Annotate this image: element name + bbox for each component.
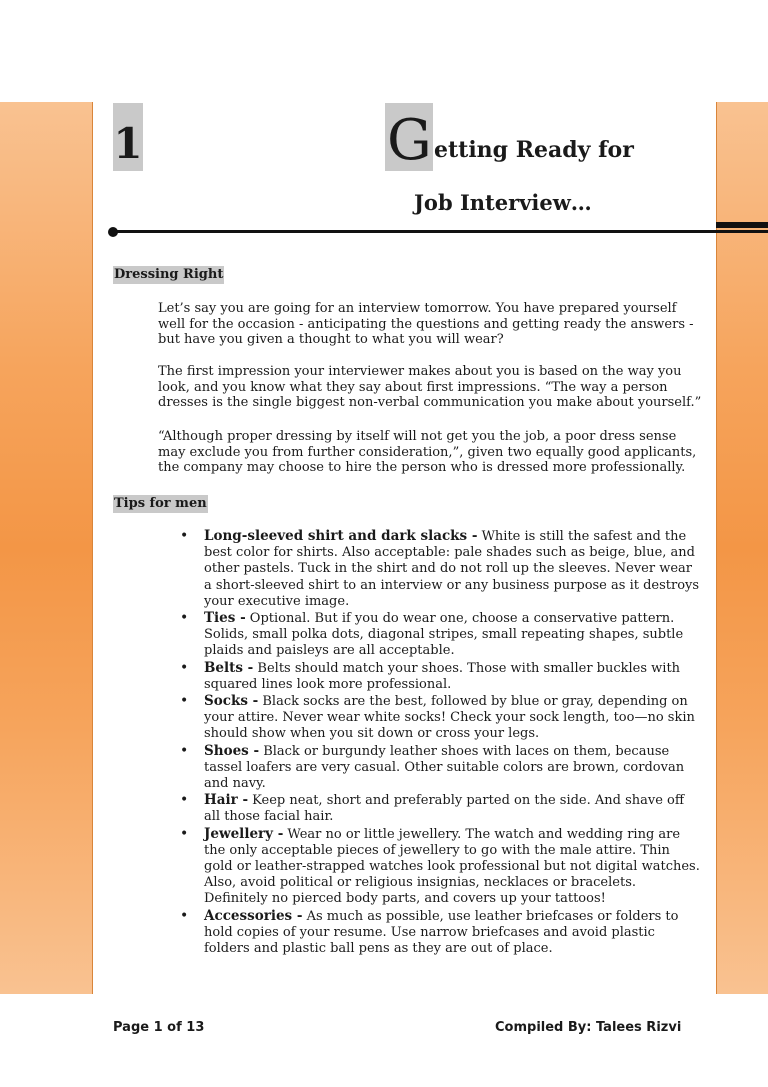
paragraph-1: Let’s say you are going for an interview tomorrow. You have prepared yourself well for the occasion - anticipating the questions and getting ready the answers - but have you given a thought to what you will wear? xyxy=(158,301,694,348)
tip-term: Belts - xyxy=(204,659,254,676)
tip-term: Socks - xyxy=(204,693,259,710)
footer-compiled-by: Compiled By: Talees Rizvi xyxy=(495,1020,682,1035)
tips-list xyxy=(180,528,702,957)
tip-term: Jewellery - xyxy=(204,825,284,842)
title-initial: G xyxy=(387,108,432,173)
tip-text: As much as possible, use leather briefcases or folders to hold copies of your resume. Use narrow briefcases and avoid plastic folders and plastic ball pens as they are out of place. xyxy=(204,908,679,957)
list-item xyxy=(180,528,702,610)
tip-text: Optional. But if you do wear one, choose a conservative pattern. Solids, small polka dots, diagonal stripes, small repeating shapes, subtle plaids and paisleys are all acceptable. xyxy=(204,611,684,659)
list-item xyxy=(180,660,702,693)
list-item xyxy=(180,792,702,825)
tip-term: Long-sleeved shirt and dark slacks - xyxy=(204,528,478,544)
chapter-number: 1 xyxy=(113,103,143,171)
title-subtext: Job Interview… xyxy=(414,190,592,215)
title-initial-box xyxy=(385,103,433,171)
list-item xyxy=(180,610,702,660)
list-item xyxy=(180,826,702,908)
list-item xyxy=(180,743,702,793)
section-heading-dressing: Dressing Right xyxy=(114,267,224,282)
tip-text: Keep neat, short and preferably parted on the side. And shave off all those facial hair. xyxy=(204,793,685,825)
title-text: etting Ready for xyxy=(434,137,634,163)
list-item xyxy=(180,693,702,743)
tip-term: Hair - xyxy=(204,792,249,809)
header-rule-right xyxy=(716,222,768,228)
paragraph-2: The first impression your interviewer makes about you is based on the way you look, and you know what they say about first impressions. “The way a person dresses is the single biggest non-verbal communication you make about yourself.” xyxy=(158,364,702,411)
paragraph-3: “Although proper dressing by itself will not get you the job, a poor dress sense may exclude you from further consideration,”, given two equally good applicants, the company may choose to hire the person who is dressed more professionally. xyxy=(158,429,697,476)
tip-term: Ties - xyxy=(204,610,246,627)
left-orange-band xyxy=(0,102,93,994)
tip-term: Accessories - xyxy=(204,907,303,924)
tip-text: Black or burgundy leather shoes with laces on them, because tassel loafers are very casual. Other suitable colors are brown, cordovan and navy. xyxy=(204,743,685,792)
header-rule-dot xyxy=(108,227,118,237)
tip-text: Wear no or little jewellery. The watch and wedding ring are the only acceptable pieces of jewellery to go with the male attire. Thin gold or leather-strapped watches look professional but not digital watches. Also, avoid political or religious insignias, necklaces or bracelets. Definitely no pierced body parts, and covers up your tattoos! xyxy=(204,826,700,907)
tip-term: Shoes - xyxy=(204,742,260,759)
header-rule xyxy=(113,230,768,233)
right-orange-band xyxy=(716,102,768,994)
list-item xyxy=(180,908,702,958)
section-heading-tips-men: Tips for men xyxy=(114,496,207,511)
tip-text: Belts should match your shoes. Those with smaller buckles with squared lines look more professional. xyxy=(204,660,681,692)
tip-text: White is still the safest and the best color for shirts. Also acceptable: pale shades such as beige, blue, and other pastels. Tuck in the shirt and do not roll up the sleeves. Never wear a short-sleeved shirt to an interview or any business purpose as it destroys your executive image. xyxy=(204,529,700,609)
footer-page-number: Page 1 of 13 xyxy=(113,1020,205,1035)
tip-text: Black socks are the best, followed by blue or gray, depending on your attire. Never wear white socks! Check your sock length, too—no skin should show when you sit down or cross your legs. xyxy=(204,694,695,742)
